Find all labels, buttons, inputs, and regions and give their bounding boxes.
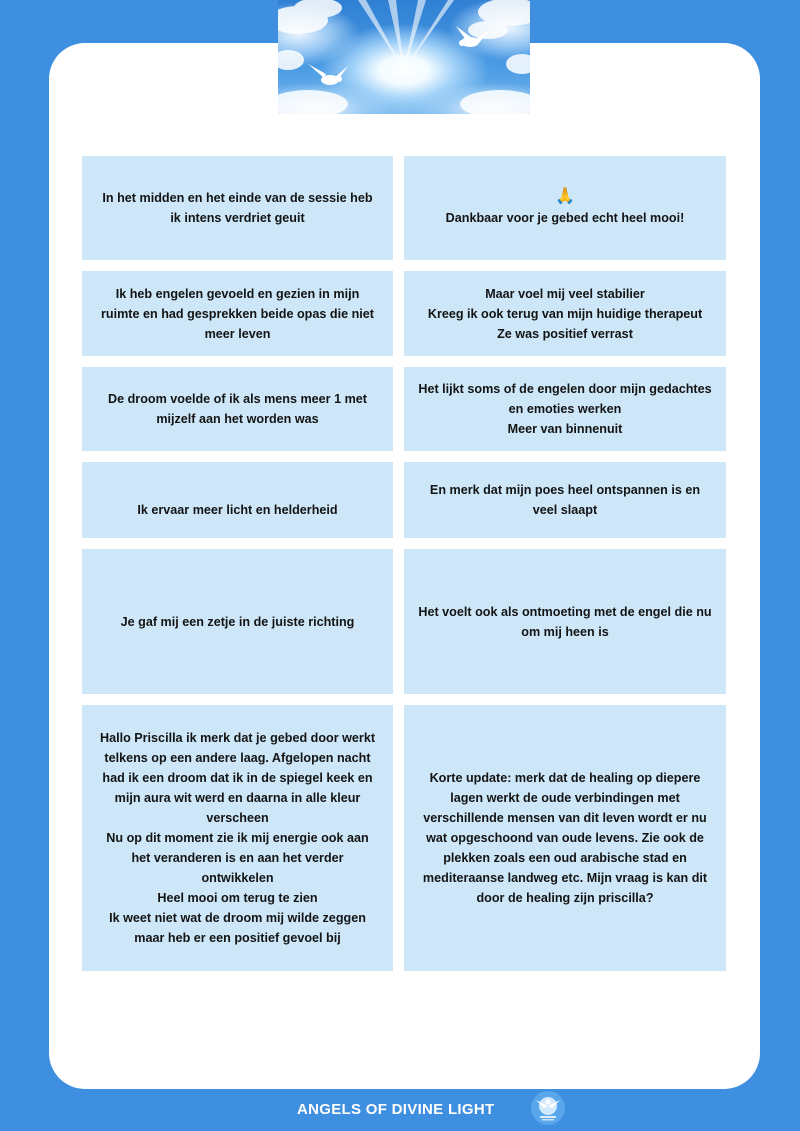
testimonial-card bbox=[82, 367, 393, 451]
testimonial-card bbox=[82, 549, 393, 694]
testimonial-card bbox=[82, 462, 393, 538]
testimonial-card bbox=[404, 705, 726, 971]
testimonial-text: In het midden en het einde van de sessie heb ik intens verdriet geuit bbox=[102, 191, 373, 225]
testimonial-card bbox=[404, 549, 726, 694]
testimonial-card bbox=[404, 367, 726, 451]
testimonial-text: Hallo Priscilla ik merk dat je gebed door werkt telkens op een andere laag. Afgelopen nacht had ik een droom dat ik in de spiegel keek en mijn aura wit werd en daarna in alle kleur verscheen Nu op dit moment zie ik mij energie ook aan het veranderen is en aan het verder ontwikkelen Heel mooi om terug te zien Ik weet niet wat de droom mij wilde zeggen maar heb er een positief gevoel bij bbox=[99, 731, 376, 945]
testimonial-text: Dankbaar voor je gebed echt heel mooi! bbox=[445, 211, 685, 225]
testimonial-card bbox=[82, 705, 393, 971]
dove-left-icon bbox=[308, 64, 348, 85]
testimonial-card bbox=[404, 271, 726, 356]
testimonial-card bbox=[82, 271, 393, 356]
testimonial-text: Korte update: merk dat de healing op diepere lagen werkt de oude verbindingen met verschillende mensen van dit leven wordt er nu wat opgeschoond van oude levens. Zie ook de plekken zoals een oud arabische stad en mediteraanse landweg etc. Mijn vraag is kan dit door de healing zijn priscilla? bbox=[422, 771, 708, 905]
testimonial-text: Het lijkt soms of de engelen door mijn gedachtes en emoties werken Meer van binnenuit bbox=[418, 382, 712, 436]
testimonial-text: En merk dat mijn poes heel ontspannen is en veel slaapt bbox=[429, 483, 701, 517]
testimonial-text: Het voelt ook als ontmoeting met de engel die nu om mij heen is bbox=[418, 604, 712, 639]
testimonial-text: De droom voelde of ik als mens meer 1 met mijzelf aan het worden was bbox=[108, 392, 367, 426]
footer-brand-title: ANGELS OF DIVINE LIGHT bbox=[297, 1101, 495, 1118]
testimonial-card bbox=[82, 156, 393, 260]
sky-doves-image bbox=[278, 0, 530, 114]
angels-logo-icon bbox=[530, 1090, 566, 1131]
testimonial-text: Je gaf mij een zetje in de juiste richting bbox=[120, 614, 355, 629]
testimonial-text: Ik ervaar meer licht en helderheid bbox=[137, 503, 338, 517]
testimonial-card bbox=[404, 462, 726, 538]
testimonial-text: Maar voel mij veel stabilier Kreeg ik ook terug van mijn huidige therapeut Ze was positief verrast bbox=[427, 286, 703, 341]
testimonial-card bbox=[404, 156, 726, 260]
testimonial-text: Ik heb engelen gevoeld en gezien in mijn ruimte en had gesprekken beide opas die niet meer leven bbox=[101, 286, 374, 341]
praying-hands-icon: 🙏 bbox=[555, 188, 575, 205]
